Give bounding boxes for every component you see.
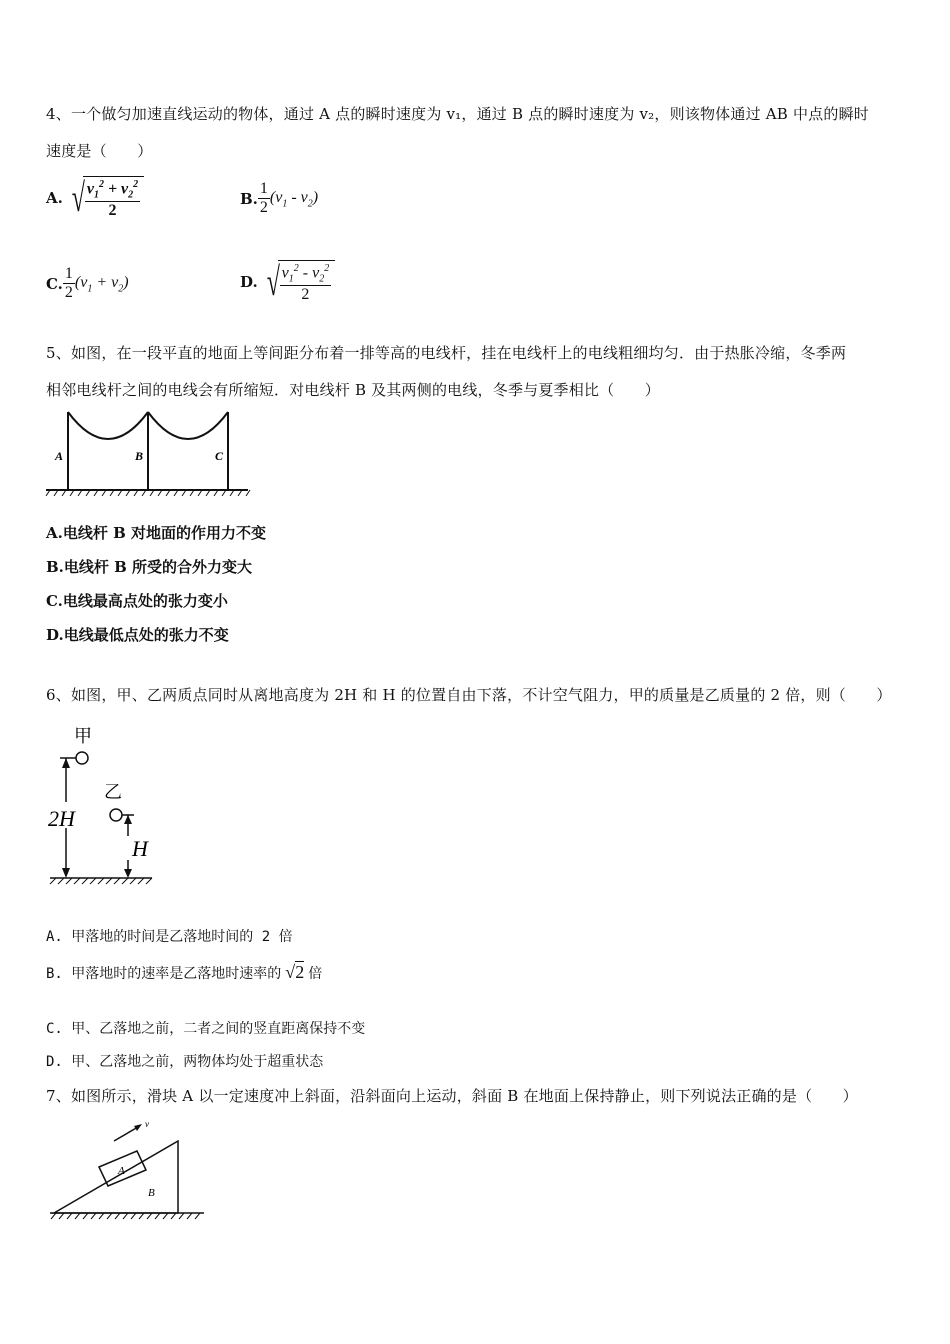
label-2h: 2H <box>48 806 75 831</box>
q4-stem-line1: 4、一个做匀加速直线运动的物体，通过 A 点的瞬时速度为 v₁，通过 B 点的瞬时速度为 v₂，则该物体通过 AB 中点的瞬时 <box>46 105 869 123</box>
formula-d: √ $\frac{v_1^2 - v_2^2}{2}$ <box>258 256 336 308</box>
formula-c: $\frac{1}{2}$ $(v_1 + v_2)$ <box>64 265 129 301</box>
option-label: C. <box>46 274 63 293</box>
pole-label-b: B <box>135 449 144 463</box>
option-label: D. <box>240 273 258 291</box>
label-h: H <box>132 836 148 861</box>
option-label: A. <box>46 189 63 207</box>
q5-stem-line1: 5、如图，在一段平直的地面上等间距分布着一排等高的电线杆，挂在电线杆上的电线粗细均匀．由于热胀冷缩，冬季两 <box>46 344 847 362</box>
q5-option-d[interactable]: D.电线最低点处的张力不变 <box>46 626 229 644</box>
q5-stem-line2: 相邻电线杆之间的电线会有所缩短．对电线杆 B 及其两侧的电线，冬季与夏季相比（ ） <box>46 381 660 399</box>
q4-stem-line2: 速度是（ ） <box>46 142 153 160</box>
option-label: B. <box>240 189 258 208</box>
q6-option-c[interactable]: C. 甲、乙落地之前，二者之间的竖直距离保持不变 <box>46 1021 366 1037</box>
incline-label-b: B <box>148 1187 155 1199</box>
q6-option-d[interactable]: D. 甲、乙落地之前，两物体均处于超重状态 <box>46 1054 324 1070</box>
q6-option-b-text: B. 甲落地时的速率是乙落地时速率的 <box>46 965 282 982</box>
q5-option-a[interactable]: A.电线杆 B 对地面的作用力不变 <box>46 524 266 542</box>
velocity-label: v <box>145 1119 149 1129</box>
block-label-a: A <box>118 1165 125 1177</box>
label-jia: 甲 <box>74 726 92 747</box>
q6-option-b[interactable] <box>46 962 322 983</box>
q4-option-a[interactable] <box>46 172 144 224</box>
q6-option-b-suffix: 倍 <box>308 965 323 982</box>
q5-option-b[interactable]: B.电线杆 B 所受的合外力变大 <box>46 558 253 576</box>
sqrt2-formula: √2 <box>285 962 305 982</box>
q4-option-b[interactable] <box>240 180 318 217</box>
q4-option-c[interactable] <box>46 265 129 302</box>
label-yi: 乙 <box>104 782 122 803</box>
q4-option-d[interactable] <box>240 256 335 308</box>
incline-figure <box>46 1112 210 1224</box>
q7-stem: 7、如图所示，滑块 A 以一定速度冲上斜面，沿斜面向上运动，斜面 B 在地面上保持静止，则下列说法正确的是（ ） <box>46 1087 858 1105</box>
q6-stem: 6、如图，甲、乙两质点同时从离地高度为 2H 和 H 的位置自由下落，不计空气阻力，甲的质量是乙质量的 2 倍，则（ ） <box>46 686 892 704</box>
formula-a: √ $\frac{v_1^2 + v_2^2}{2}$ <box>63 172 144 224</box>
formula-b: $\frac{1}{2}$ $(v_1 - v_2)$ <box>259 180 319 216</box>
q6-option-a[interactable]: A. 甲落地的时间是乙落地时间的 2 倍 <box>46 929 293 945</box>
pole-label-a: A <box>55 449 64 463</box>
q5-option-c[interactable]: C.电线最高点处的张力变小 <box>46 592 228 610</box>
free-fall-figure <box>44 718 159 890</box>
pole-label-c: C <box>215 449 224 463</box>
power-line-figure <box>44 404 254 496</box>
